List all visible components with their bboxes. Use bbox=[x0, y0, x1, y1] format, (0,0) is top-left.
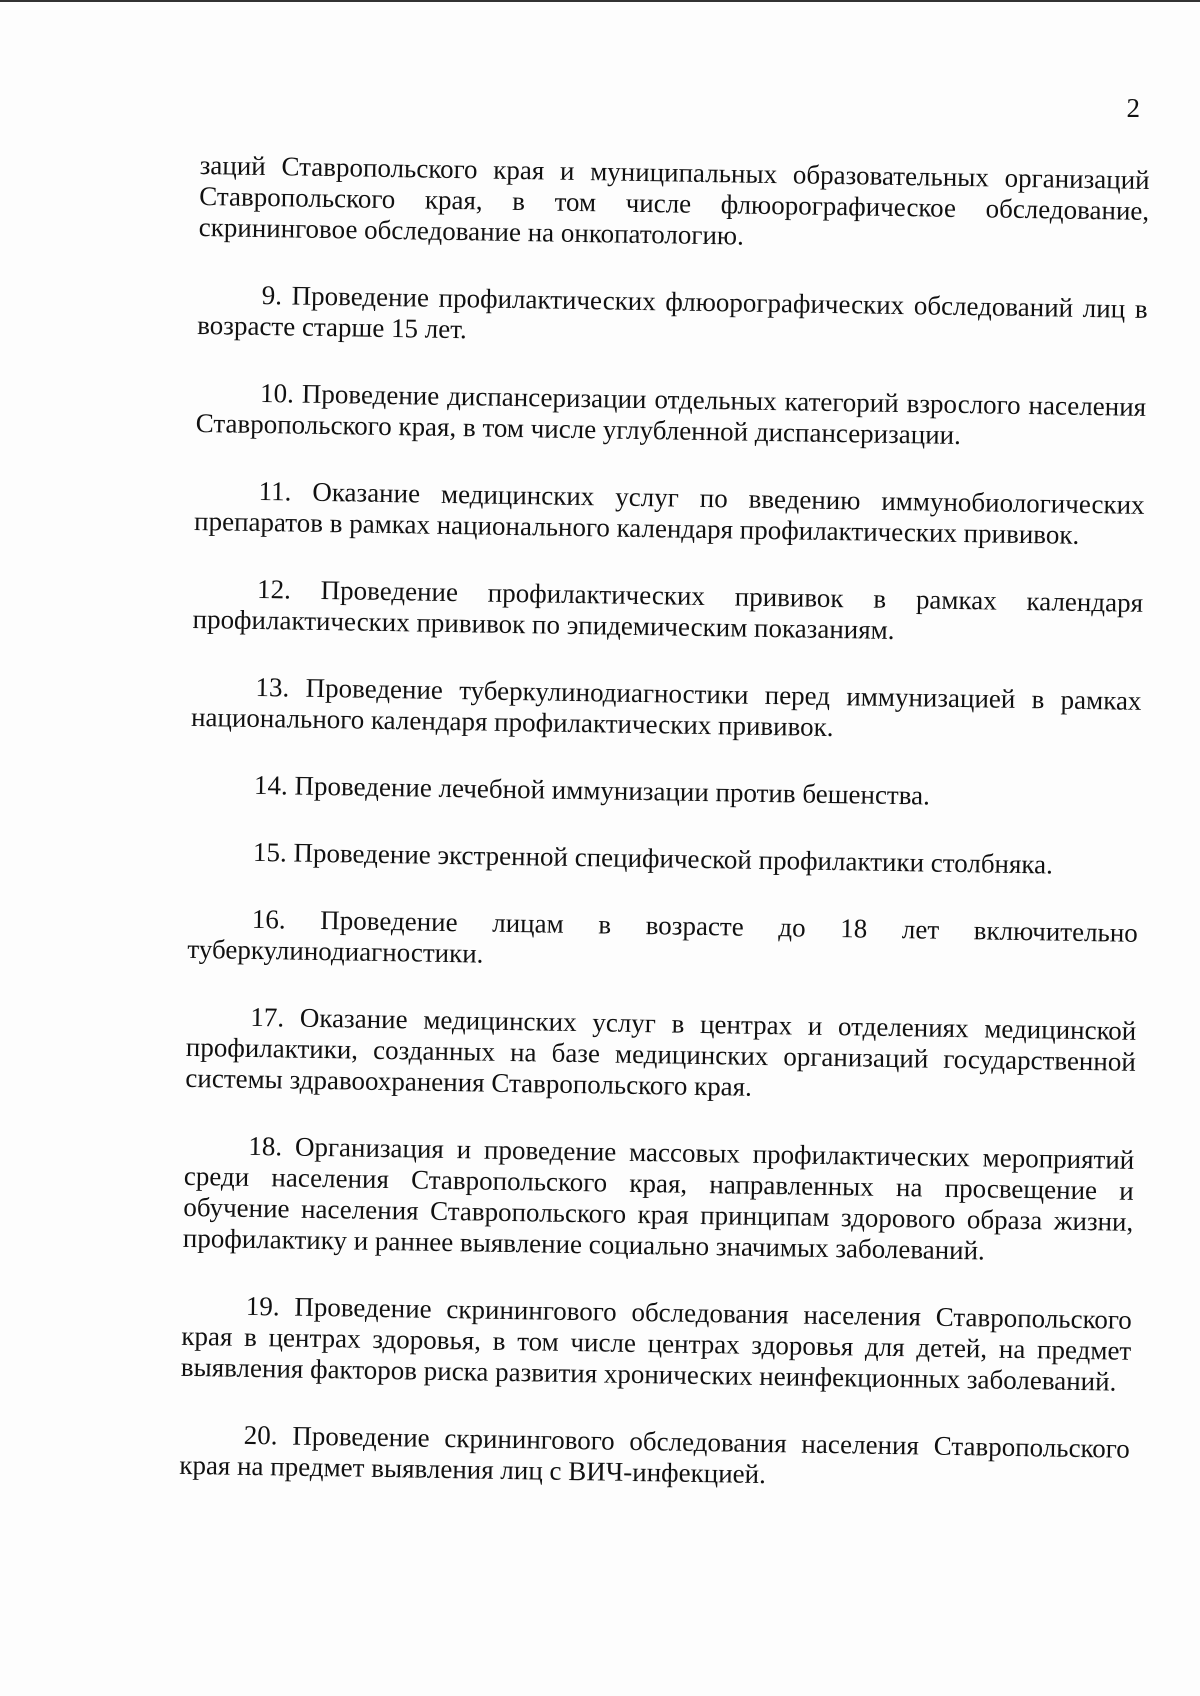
list-item-14: 14. Проведение лечебной иммунизации против бешенства. bbox=[253, 769, 931, 811]
list-item-9: 9. Проведение профилактических флюорографических обследований лиц в возрасте старше 15 лет. bbox=[197, 279, 1148, 345]
list-item-20: 20. Проведение скринингового обследования населения Ставропольского края на предмет выявления лиц с ВИЧ-инфекцией. bbox=[179, 1419, 1130, 1490]
document-body bbox=[179, 150, 1150, 1532]
list-item-18: 18. Организация и проведение массовых профилактических мероприятий среди населения Ставропольского края, направленных на просвещение и обучение населения Ставропольского края принципам здорового образа жизни, профилактику и раннее выявление социально значимых заболеваний. bbox=[182, 1130, 1135, 1266]
continuation-paragraph: заций Ставропольского края и муниципальных образовательных организаций Ставропольского края, в том числе флюорографическое обследование, скрининговое обследование на онкопатологию. bbox=[198, 150, 1150, 251]
list-item-19: 19. Проведение скринингового обследования населения Ставропольского края в центрах здоровья, в том числе центрах здоровья для детей, на предмет выявления факторов риска развития хронических неинфекционных заболеваний. bbox=[180, 1290, 1132, 1397]
list-item-12: 12. Проведение профилактических прививок в рамках календаря профилактических прививок по эпидемическим показаниям. bbox=[192, 573, 1144, 645]
list-item-13: 13. Проведение туберкулинодиагностики перед иммунизацией в рамках национального календаря профилактических прививок. bbox=[190, 671, 1142, 743]
list-item-11: 11. Оказание медицинских услуг по введению иммунобиологических препаратов в рамках национального календаря профилактических прививок. bbox=[193, 475, 1145, 550]
page-number: 2 bbox=[1126, 93, 1140, 123]
list-item-15: 15. Проведение экстренной специфической профилактики столбняка. bbox=[252, 836, 1054, 880]
list-item-10: 10. Проведение диспансеризации отдельных категорий взрослого населения Ставропольского края, в том числе углубленной диспансеризации. bbox=[195, 377, 1147, 450]
list-item-17: 17. Оказание медицинских услуг в центрах и отделениях медицинской профилактики, созданных на базе медицинских организаций государственной системы здравоохранения Ставропольского края. bbox=[185, 1001, 1137, 1102]
list-item-16: 16. Проведение лицам в возрасте до 18 лет включительно туберкулинодиагностики. bbox=[187, 903, 1139, 969]
top-edge-rule bbox=[0, 0, 1200, 2]
